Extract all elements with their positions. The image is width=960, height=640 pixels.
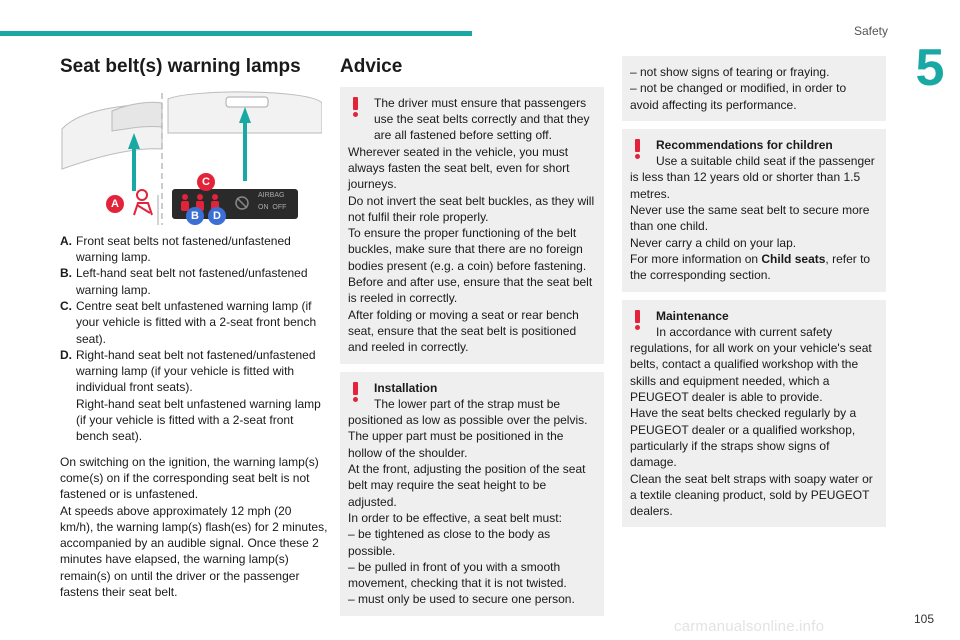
- list-item: – must only be used to secure one person.: [348, 592, 575, 607]
- watermark: carmanualsonline.info: [674, 618, 825, 635]
- legend-item: D. Right-hand seat belt not fastened/unfastened warning lamp (if your vehicle is fitted with individual front seats).: [60, 347, 316, 395]
- ignition-paragraph: On switching on the ignition, the warning lamp(s) come(s) on if the corresponding seat belt is not fastened or is unfastened.: [60, 454, 319, 502]
- installation-box: Installation The lower part of the strap must be positioned as low as possible over the pelvis. The upper part must be positioned in the hollow of the shoulder. At the front, adjusting the position of the seat belt may require the seat height to be adjusted. In order to be effective, a seat belt must: – be tightened as close to the body as possible. – be pulled in front of you with a smooth movement, checking that it is not twisted. – must only be used to secure one person.: [340, 372, 604, 616]
- seatbelt-icon-a: [134, 190, 152, 215]
- chapter-number: 5: [915, 39, 945, 97]
- warning-icon: [634, 139, 642, 159]
- list-item: – not show signs of tearing or fraying.: [630, 65, 830, 79]
- legend-item: B. Left-hand seat belt not fastened/unfastened warning lamp.: [60, 266, 308, 297]
- maintenance-box: Maintenance In accordance with current safety regulations, for all work on your vehicle's seat belts, contact a qualified workshop with the skills and equipment needed, which a PEUGEOT dealer is able to provide. Have the seat belts checked regularly by a PEUGEOT dealer or a qualified workshop, particularly if the straps show signs of damage. Clean the seat belt straps with soapy water or a textile cleaning product, sold by PEUGEOT dealers.: [622, 300, 886, 528]
- marker-c: C: [197, 173, 215, 191]
- left-column: [60, 56, 328, 600]
- warning-lamps-illustration: [60, 89, 322, 227]
- legend-item: C. Centre seat belt unfastened warning lamp (if your vehicle is fitted with a 2-seat front bench seat).: [60, 298, 317, 346]
- warning-icon: [352, 382, 360, 402]
- continuation-box: [622, 56, 886, 121]
- maintenance-heading: Maintenance: [656, 308, 729, 323]
- children-box: Recommendations for children Use a suitable child seat if the passenger is less than 12 years old or shorter than 1.5 metres. Never use the same seat belt to secure more than one child. Never carry a child on your lap. For more information on Child seats, refer to the corresponding section.: [622, 129, 886, 292]
- right-column: [622, 56, 886, 527]
- airbag-label: AIRBAG: [258, 191, 285, 199]
- marker-a: A: [106, 195, 124, 213]
- page-number: 105: [913, 612, 934, 626]
- warning-icon: [634, 310, 642, 330]
- middle-column: [340, 56, 604, 616]
- section-title: Safety: [853, 24, 888, 38]
- legend-item: A. Front seat belts not fastened/unfastened warning lamp.: [60, 233, 291, 265]
- warning-icon: [352, 97, 360, 117]
- children-heading: Recommendations for children: [656, 137, 833, 152]
- list-item: – not be changed or modified, in order to avoid affecting its performance.: [630, 81, 847, 112]
- legend-item: Right-hand seat belt unfastened warning lamp (if your vehicle is fitted with a 2-seat front bench seat).: [76, 396, 321, 444]
- child-seats-ref: For more information on Child seats, refer to the corresponding section.: [630, 251, 871, 283]
- speed-paragraph: At speeds above approximately 12 mph (20 km/h), the warning lamp(s) flash(es) for 2 minutes, accompanied by an audible signal. Once these 2 minutes have elapsed, the warning lamp(s) remain(s) on until the driver or the passenger fastens their seat belt.: [60, 503, 328, 600]
- advice-title: Advice: [340, 56, 403, 77]
- marker-d: D: [208, 207, 226, 225]
- legend-list: [60, 233, 328, 445]
- installation-heading: Installation: [374, 380, 438, 395]
- on-off-label: ON OFF: [258, 203, 287, 211]
- list-item: – be tightened as close to the body as possible.: [348, 527, 551, 558]
- list-item: – be pulled in front of you with a smooth movement, checking that it is not twisted.: [348, 559, 567, 591]
- page-title: Seat belt(s) warning lamps: [60, 56, 301, 77]
- advice-box: The driver must ensure that passengers use the seat belts correctly and that they are all fastened before setting off. Wherever seated in the vehicle, you must always fasten the seat belt, even for short journeys. Do not invert the seat belt buckles, as they will not fulfil their role properly. To ensure the proper functioning of the belt buckles, make sure that there are no foreign bodies present (e.g. a coin) before fastening. Before and after use, ensure that the seat belt is reeled in correctly. After folding or moving a seat or rear bench seat, ensure that the seat belt is positioned and reeled in correctly.: [340, 87, 604, 364]
- header-accent-bar: [0, 31, 472, 36]
- marker-b: B: [186, 207, 204, 225]
